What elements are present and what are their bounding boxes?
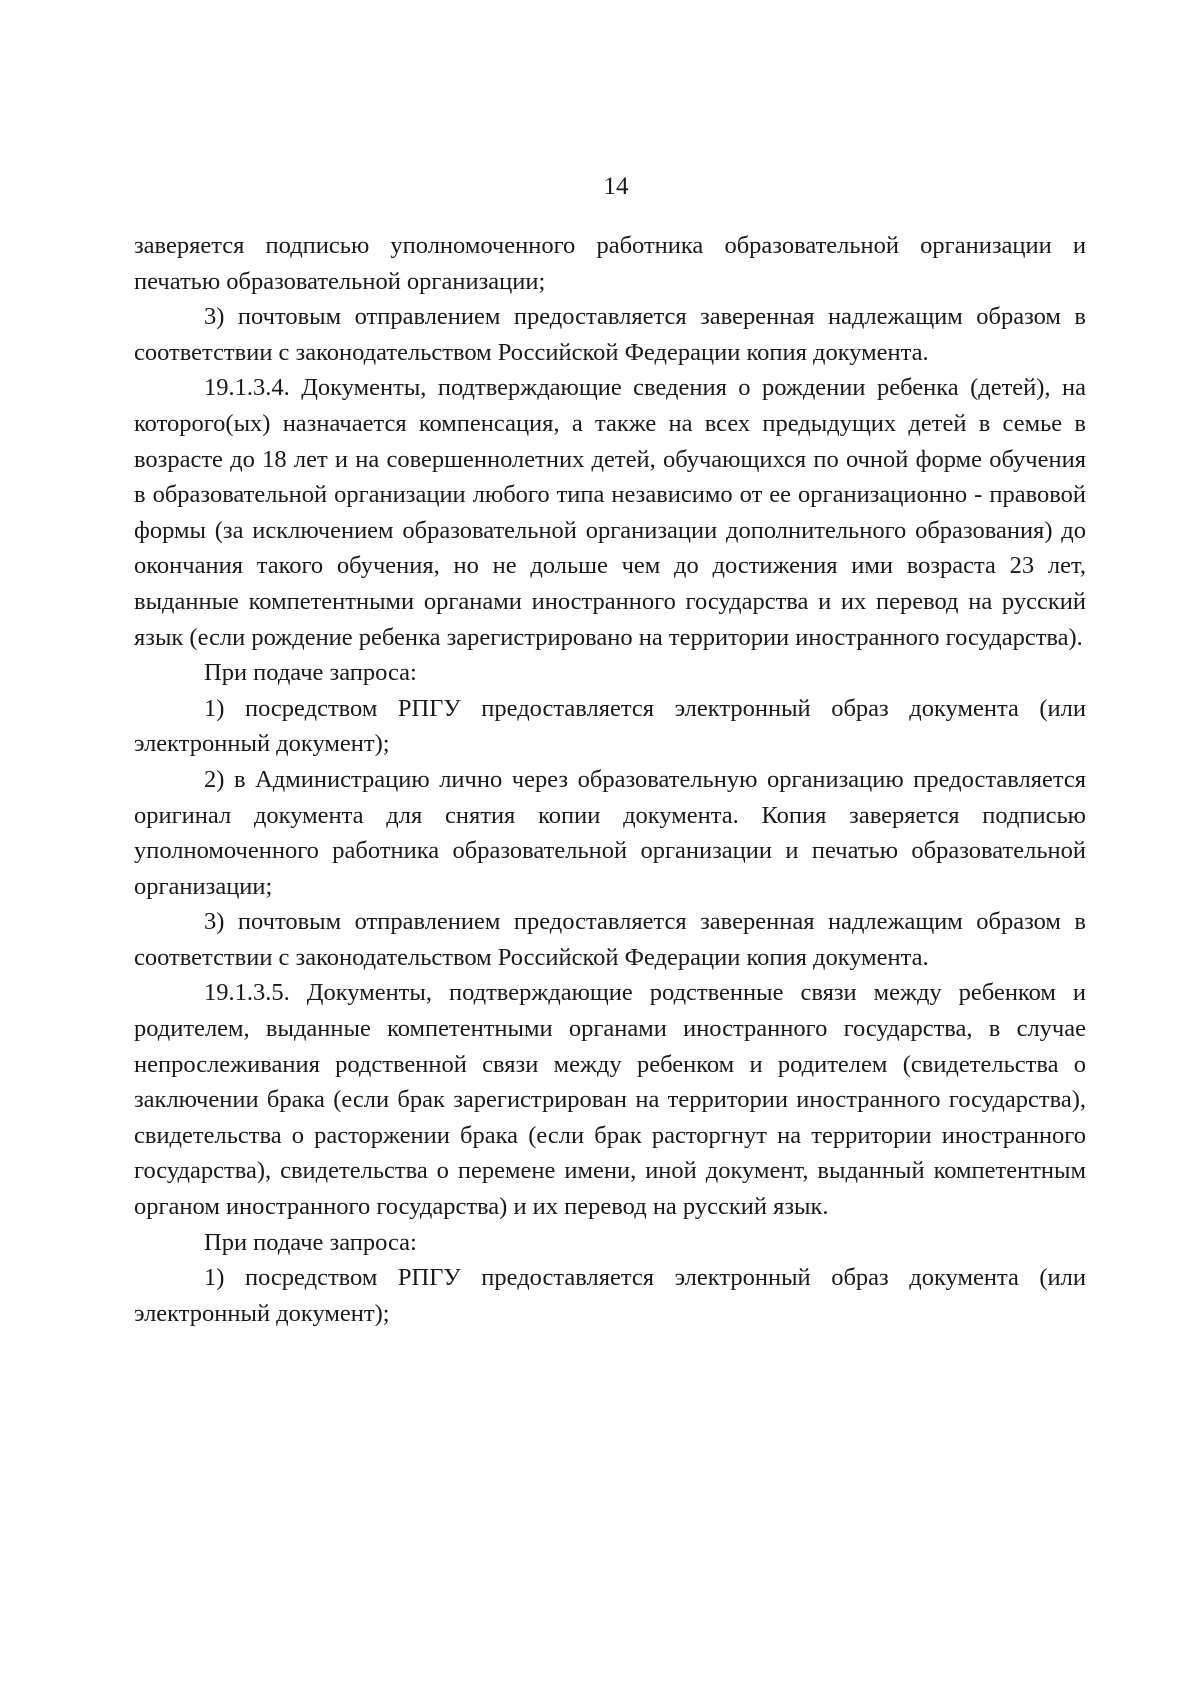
paragraph-postal-option: 3) почтовым отправлением предоставляется заверенная надлежащим образом в соответствии с законодательством Российской Федерации копия документа. — [134, 303, 1086, 366]
paragraph-rpgu-option: 1) посредством РПГУ предоставляется электронный образ документа (или электронный документ); — [134, 694, 1086, 758]
paragraph-request-heading: При подаче запроса: — [204, 1228, 417, 1256]
paragraph-rpgu-option: 1) посредством РПГУ предоставляется электронный образ документа (или электронный документ); — [134, 1264, 1086, 1327]
paragraph-19-1-3-4: 19.1.3.4. Документы, подтверждающие сведения о рождении ребенка (детей), на которого(ых) назначается компенсация, а также на всех предыдущих детей в семье в возрасте до 18 лет и на совершеннолетних детей, обучающихся по очной форме обучения в образовательной организации любого типа независимо от ее организационно - правовой формы (за исключением образовательной организации дополнительного образования) до окончания такого обучения, но не дольше чем до достижения ими возраста 23 лет, выданные компетентными органами иностранного государства и их перевод на русский язык (если рождение ребенка зарегистрировано на территории иностранного государства). — [134, 374, 1086, 651]
paragraph-administration-option: 2) в Администрацию лично через образовательную организацию предоставляется оригинал документа для снятия копии документа. Копия заверяется подписью уполномоченного работника образовательной организации и печатью образовательной организации; — [134, 765, 1086, 900]
paragraph-postal-option: 3) почтовым отправлением предоставляется заверенная надлежащим образом в соответствии с законодательством Российской Федерации копия документа. — [134, 908, 1086, 971]
page-number: 14 — [603, 173, 629, 200]
paragraph-19-1-3-5: 19.1.3.5. Документы, подтверждающие родственные связи между ребенком и родителем, выданные компетентными органами иностранного государства, в случае непрослеживания родственной связи между ребенком и родителем (свидетельства о заключении брака (если брак зарегистрирован на территории иностранного государства), свидетельства о расторжении брака (если брак расторгнут на территории иностранного государства), свидетельства о перемене имени, иной документ, выданный компетентным органом иностранного государства) и их перевод на русский язык. — [134, 979, 1086, 1221]
paragraph-request-heading: При подаче запроса: — [204, 659, 417, 687]
document-body — [134, 228, 1086, 1331]
paragraph-continuation: заверяется подписью уполномоченного работника образовательной организации и печатью образовательной организации; — [134, 232, 1086, 295]
